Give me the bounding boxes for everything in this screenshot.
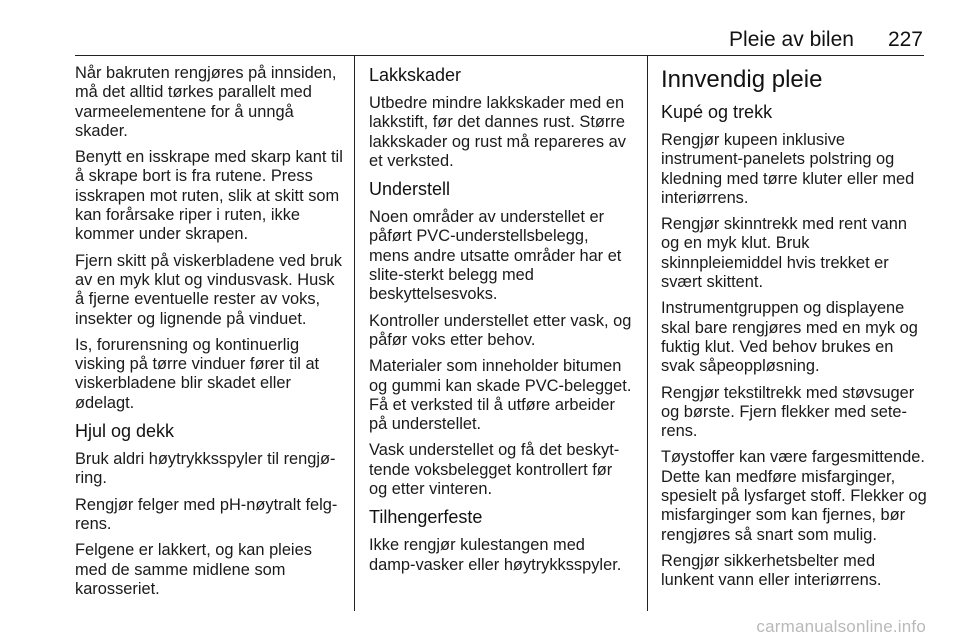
body-paragraph: Vask understellet og få det beskyt-tende voksbelegget kontrollert før og etter vinteren. (369, 441, 620, 499)
column-divider-2 (647, 55, 648, 611)
body-paragraph: Rengjør felger med pH-nøytralt felg-rens. (75, 495, 338, 533)
body-paragraph: Noen områder av understellet er påført PVC-understellsbelegg, mens andre utsatte områder har et slite-sterkt belegg med beskyttelsesvoks. (369, 208, 622, 304)
body-paragraph: Bruk aldri høytrykksspyler til rengjø-ring. (75, 450, 336, 488)
body-paragraph: Felgene er lakkert, og kan pleies med de samme midlene som karosseriet. (75, 541, 312, 598)
column-divider-1 (354, 55, 355, 611)
body-paragraph: Kontroller understellet etter vask, og påfør voks etter behov. (369, 311, 632, 349)
body-paragraph: Ikke rengjør kulestangen med damp-vasker eller høytrykksspyler. (369, 536, 622, 574)
section-heading-underbody: Understell (369, 179, 451, 200)
header-rule (75, 55, 924, 56)
section-heading-towbar: Tilhengerfeste (369, 507, 483, 528)
body-paragraph: Rengjør kupeen inklusive instrument-panelets polstring og kledning med tørre kluter eller med interiørrens. (661, 131, 915, 207)
body-paragraph: Fjern skitt på viskerbladene ved bruk av en myk klut og vindusvask. Husk å fjerne eventuelle rester av voks, insekter og lignende på vinduet. (75, 251, 342, 328)
body-paragraph: Benytt en isskrape med skarp kant til å skrape bort is fra rutene. Press isskrapen mot ruten, slik at skitt som kan forårsake riper i ruten, ikke kommer under skrapen. (75, 148, 343, 244)
section-heading-wheels: Hjul og dekk (75, 421, 175, 442)
body-paragraph: Når bakruten rengjøres på innsiden, må det alltid tørkes parallelt med varmeelementene for å unngå skader. (75, 64, 337, 140)
column-2 (369, 64, 633, 582)
column-1 (75, 64, 343, 606)
page-number: 227 (887, 28, 923, 51)
body-paragraph: Materialer som inneholder bitumen og gummi kan skade PVC-belegget. Få et verksted til å utføre arbeider på understellet. (369, 357, 632, 434)
watermark: carmanualsonline.info (756, 617, 926, 636)
body-paragraph: Instrumentgruppen og displayene skal bare rengjøres med en myk og fuktig klut. Ved behov brukes en svak såpeoppløsning. (661, 299, 918, 376)
body-paragraph: Rengjør skinntrekk med rent vann og en myk klut. Bruk skinnpleiemiddel hvis trekket er svært skittent. (661, 215, 907, 292)
column-3 (661, 64, 927, 598)
body-paragraph: Rengjør sikkerhetsbelter med lunkent vann eller interiørrens. (661, 551, 882, 590)
body-paragraph: Is, forurensning og kontinuerlig visking på tørre vinduer fører til at viskerbladene blir skadet eller ødelagt. (75, 335, 320, 412)
body-paragraph: Rengjør tekstiltrekk med støvsuger og børste. Fjern flekker med sete-rens. (661, 383, 915, 441)
section-title: Pleie av bilen (729, 28, 854, 51)
section-heading-paint: Lakkskader (369, 65, 462, 85)
body-paragraph: Tøystoffer kan være fargesmittende. Dette kan medføre misfarginger, spesielt på lysfarget stoff. Flekker og misfarginger som kan fjernes, bør rengjøres så snart som mulig. (661, 448, 927, 544)
body-paragraph: Utbedre mindre lakkskader med en lakkstift, før det dannes rust. Større lakkskader og rust må repareres av et verksted. (369, 94, 626, 170)
chapter-heading: Innvendig pleie (661, 66, 823, 93)
page-header (0, 28, 923, 52)
section-heading-interior: Kupé og trekk (661, 102, 773, 122)
